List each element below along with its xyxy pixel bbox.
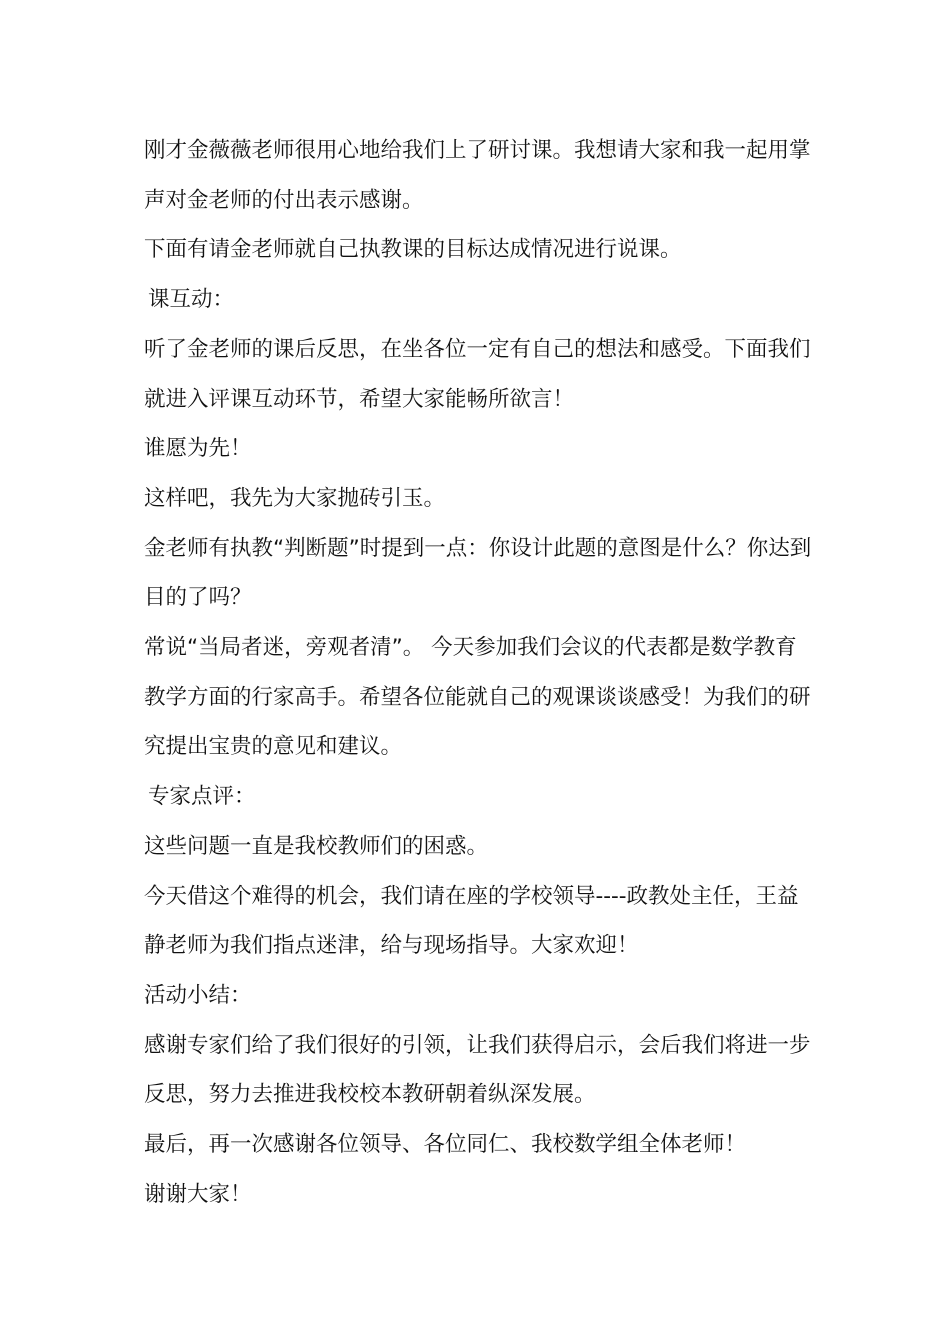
heading-expert-review: 专家点评： bbox=[148, 784, 256, 810]
paragraph-observer-comments: 常说“当局者迷，旁观者清”。 今天参加我们会议的代表都是数学教育教学方面的行家高手。希望各位能就自己的观课谈谈感受！为我们的研究提出宝贵的意见和建议。 bbox=[144, 635, 811, 760]
paragraph-summary-thanks: 感谢专家们给了我们很好的引领，让我们获得启示，会后我们将进一步反思，努力去推进我校校本教研朝着纵深发展。 bbox=[144, 1032, 811, 1108]
paragraph-who-first: 谁愿为先！ bbox=[144, 436, 252, 462]
paragraph-invite-explanation: 下面有请金老师就自己执教课的目标达成情况进行说课。 bbox=[144, 237, 682, 263]
paragraph-final-thanks: 最后，再一次感谢各位领导、各位同仁、我校数学组全体老师！ bbox=[144, 1132, 747, 1158]
document-body bbox=[144, 126, 814, 1219]
paragraph-leader-guidance: 今天借这个难得的机会，我们请在座的学校领导----政教处主任，王益静老师为我们指点迷津，给与现场指导。大家欢迎！ bbox=[144, 883, 799, 959]
paragraph-start-discussion: 这样吧，我先为大家抛砖引玉。 bbox=[144, 485, 446, 511]
heading-activity-summary: 活动小结： bbox=[144, 982, 252, 1008]
paragraph-teacher-confusion: 这些问题一直是我校教师们的困惑。 bbox=[144, 833, 489, 859]
paragraph-judgement-question: 金老师有执教“判断题”时提到一点：你设计此题的意图是什么？你达到目的了吗？ bbox=[144, 535, 812, 611]
paragraph-thanks-lesson: 刚才金薇薇老师很用心地给我们上了研讨课。我想请大家和我一起用掌声对金老师的付出表示感谢。 bbox=[144, 138, 811, 213]
paragraph-closing: 谢谢大家！ bbox=[144, 1181, 252, 1207]
paragraph-reflection: 听了金老师的课后反思，在坐各位一定有自己的想法和感受。下面我们就进入评课互动环节，希望大家能畅所欲言！ bbox=[144, 336, 811, 412]
heading-lesson-interaction: 课互动： bbox=[148, 287, 235, 313]
